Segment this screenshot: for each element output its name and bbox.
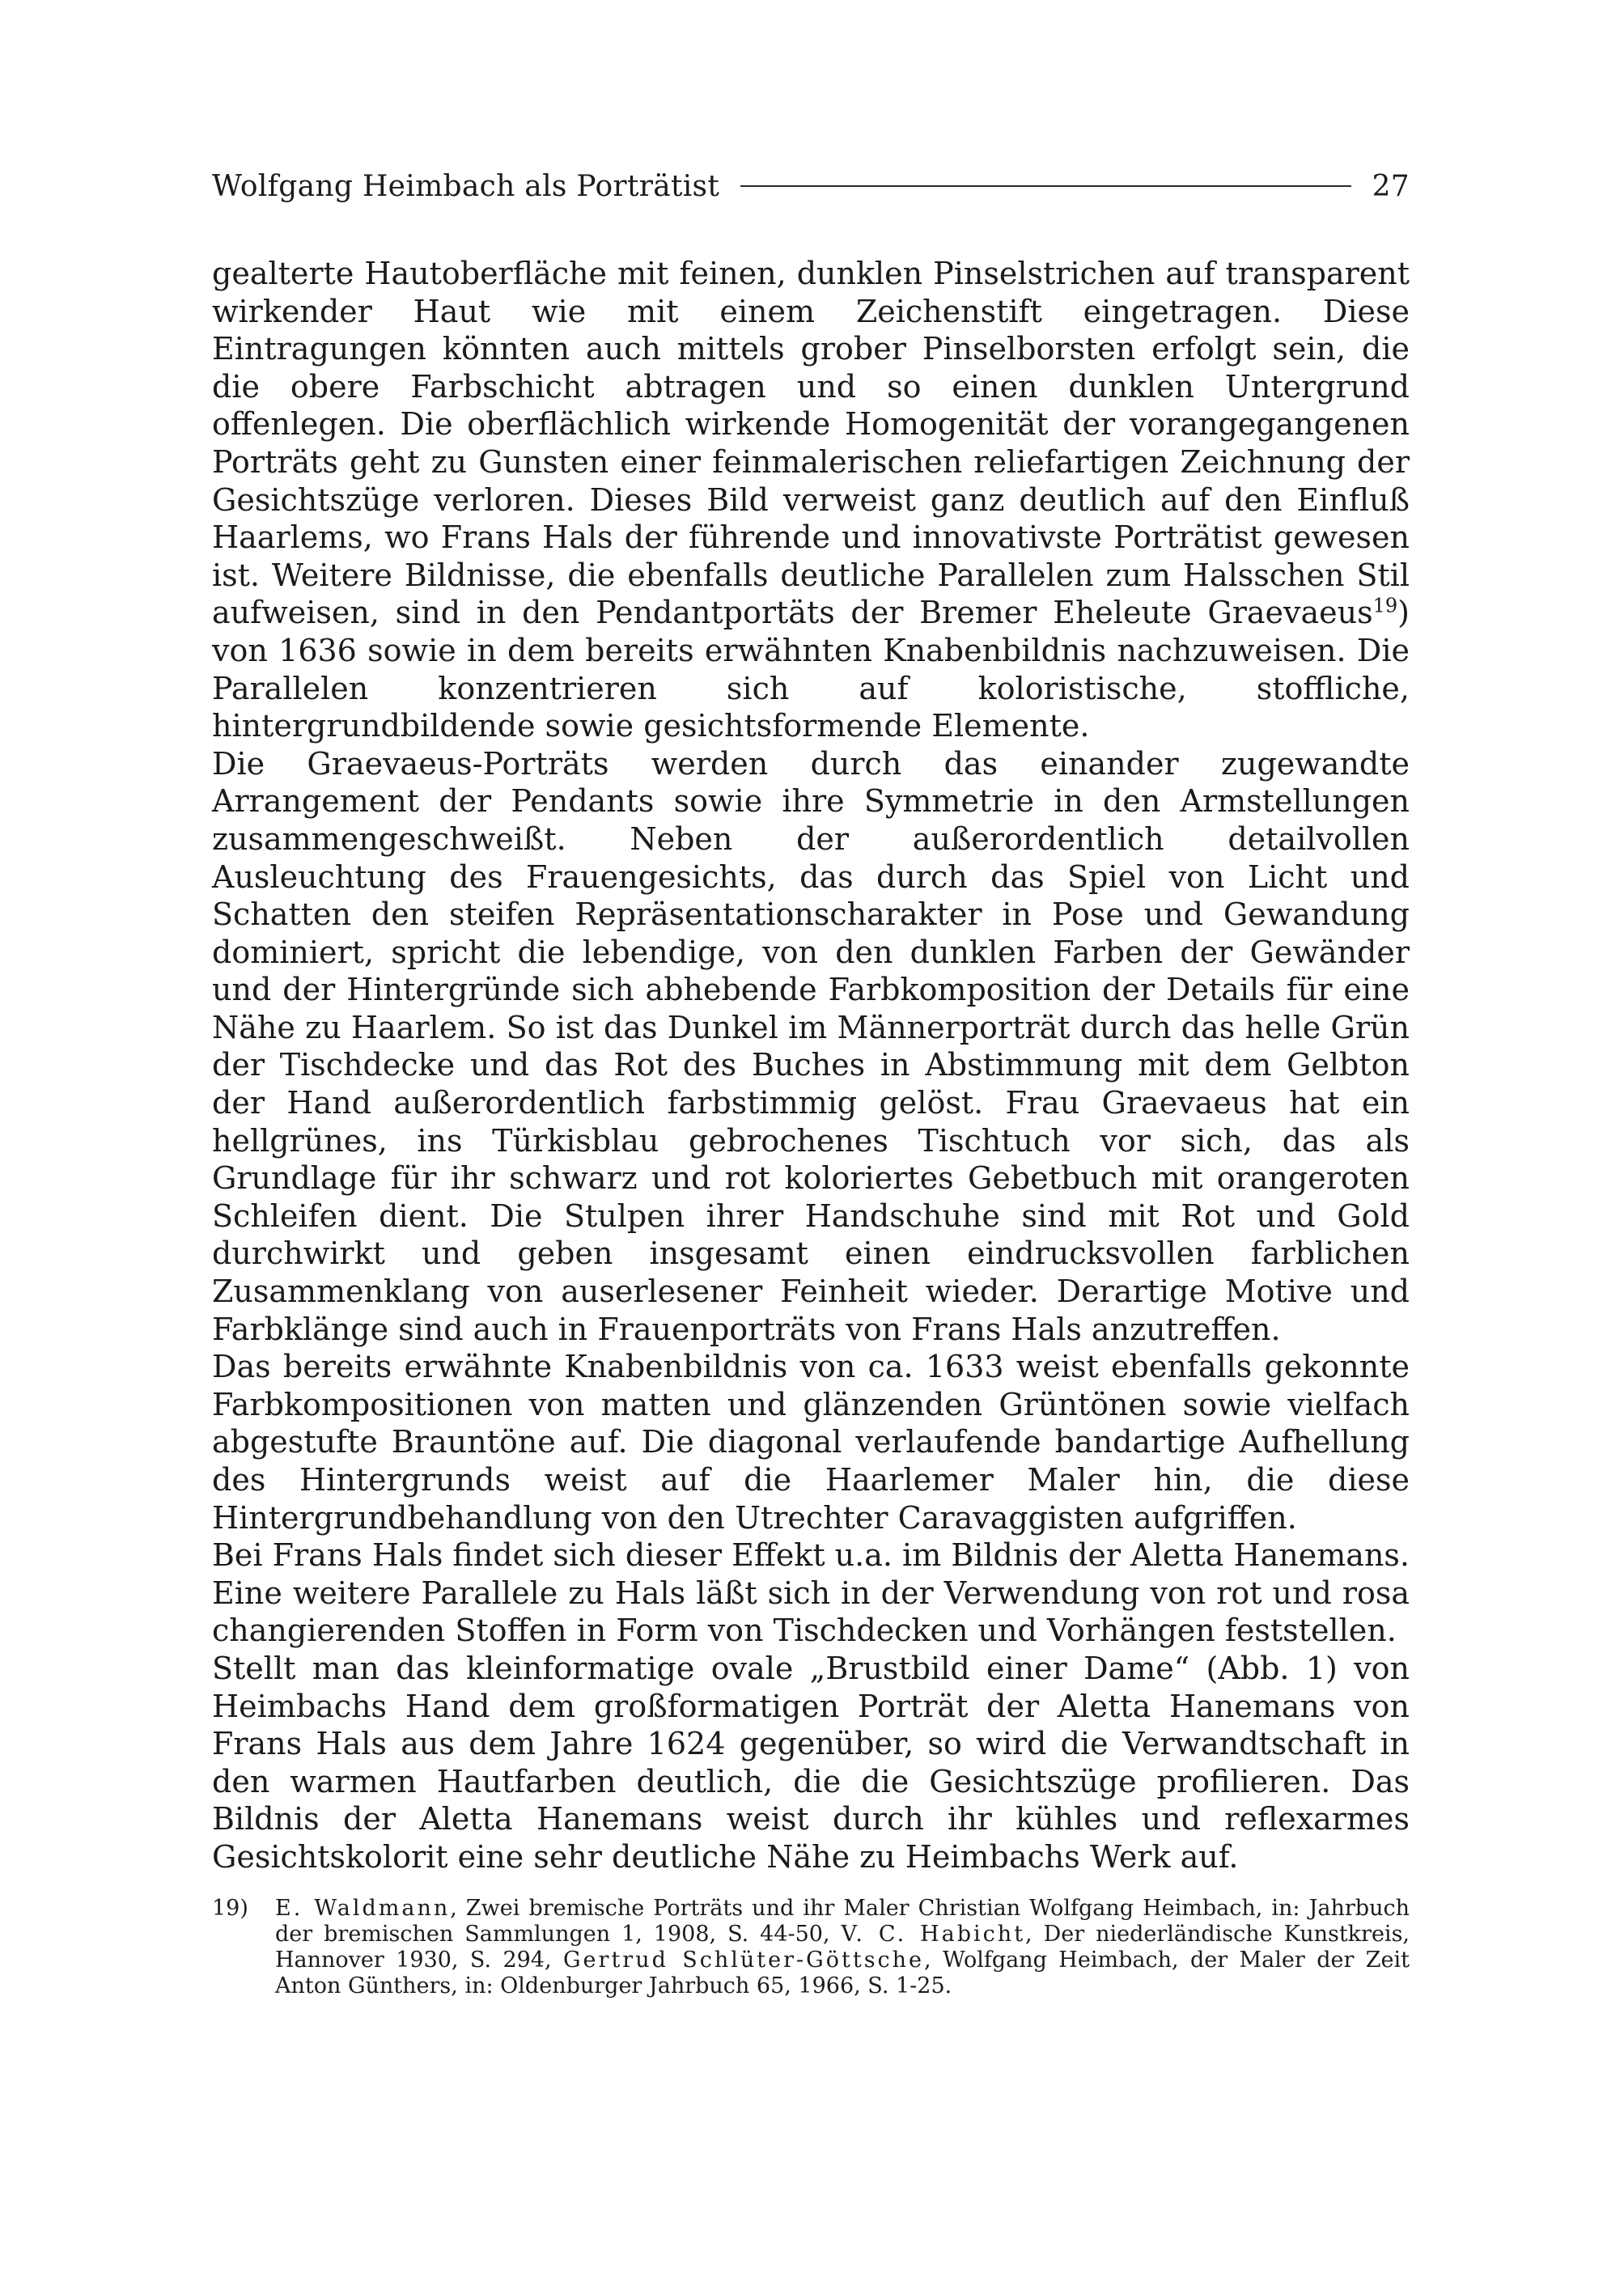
footnotes [212,1896,1410,1999]
footnote-reference[interactable]: 19 [1372,594,1398,617]
paragraph-text: gealterte Hautoberfläche mit feinen, dunklen Pinselstrichen auf transparent wirkender Haut wie mit einem Zeichenstift eingetragen. Diese Eintragungen könnten auch mittels grober Pinselborsten erfolgt sein, die die obere Farbschicht abtragen und so einen dunklen Untergrund offenlegen. Die oberflächlich wirkende Homogenität der vorangegangenen Porträts geht zu Gunsten einer feinmalerischen reliefartigen Zeichnung der Gesichtszüge verloren. Dieses Bild verweist ganz deutlich auf den Einfluß Haarlems, wo Frans Hals der führende und innovativste Porträtist gewesen ist. Weitere Bildnisse, die ebenfalls deutliche Parallelen zum Halsschen Stil aufweisen, sind in den Pendantportäts der Bremer Eheleute Graevaeus [212,256,1410,631]
book-page [212,158,1410,2229]
header-rule [740,185,1351,187]
paragraph: Bei Frans Hals findet sich dieser Effekt u.a. im Bildnis der Aletta Hanemans. Eine weitere Parallele zu Hals läßt sich in der Verwendung von rot und rosa changierenden Stoffen in Form von Tischdecken und Vorhängen feststellen. [212,1537,1410,1649]
running-title: Wolfgang Heimbach als Porträtist [212,169,720,203]
footnote [212,1896,1410,1999]
page-number: 27 [1372,169,1410,203]
running-header [212,158,1410,214]
footnote-citation: , Zwei bremische Porträts und ihr Maler Christian Wolfgang Heimbach, in: Jahrbuch der bremischen Sammlungen 1, 1908, S. 44-50, [275,1896,1410,1947]
footnote-citation: , Wolfgang Heimbach, der Maler der Zeit Anton Günthers, in: Oldenburger Jahrbuch 65, 1966, S. 1-25. [275,1948,1410,1998]
paragraph: Das bereits erwähnte Knabenbildnis von ca. 1633 weist ebenfalls gekonnte Farbkompositionen von matten und glänzenden Grüntönen sowie vielfach abgestufte Brauntöne auf. Die diagonal verlaufende bandartige Aufhellung des Hintergrunds weist auf die Haarlemer Maler hin, die diese Hintergrundbehandlung von den Utrechter Caravaggisten aufgriffen. [212,1349,1410,1536]
paragraph [212,255,1410,745]
footnote-author: Gertrud Schlüter-Göttsche [562,1948,925,1973]
paragraph-text: ) von 1636 sowie in dem bereits erwähnten Knabenbildnis nachzuweisen. Die Parallelen konzentrieren sich auf koloristische, stoffliche, hintergrundbildende sowie gesichtsformende Elemente. [212,595,1410,744]
footnote-author: E. Waldmann [275,1896,451,1921]
footnote-author: V. C. Habicht [841,1922,1026,1947]
paragraph: Stellt man das kleinformatige ovale „Brustbild einer Dame“ (Abb. 1) von Heimbachs Hand dem großformatigen Porträt der Aletta Hanemans von Frans Hals aus dem Jahre 1624 gegenüber, so wird die Verwandtschaft in den warmen Hautfarben deutlich, die die Gesichtszüge profilieren. Das Bildnis der Aletta Hanemans weist durch ihr kühles und reflexarmes Gesichtskolorit eine sehr deutliche Nähe zu Heimbachs Werk auf. [212,1650,1410,1875]
paragraph: Die Graevaeus-Porträts werden durch das einander zugewandte Arrangement der Pendants sowie ihre Symmetrie in den Armstellungen zusammengeschweißt. Neben der außerordentlich detailvollen Ausleuchtung des Frauengesichts, das durch das Spiel von Licht und Schatten den steifen Repräsentationscharakter in Pose und Gewandung dominiert, spricht die lebendige, von den dunklen Farben der Gewänder und der Hintergründe sich abhebende Farbkomposition der Details für eine Nähe zu Haarlem. So ist das Dunkel im Männerporträt durch das helle Grün der Tischdecke und das Rot des Buches in Abstimmung mit dem Gelbton der Hand außerordentlich farbstimmig gelöst. Frau Graevaeus hat ein hellgrünes, ins Türkisblau gebrochenes Tischtuch vor sich, das als Grundlage für ihr schwarz und rot koloriertes Gebetbuch mit orangeroten Schleifen dient. Die Stulpen ihrer Handschuhe sind mit Rot und Gold durchwirkt und geben insgesamt einen eindrucksvollen farblichen Zusammenklang von auserlesener Feinheit wieder. Derartige Motive und Farbklänge sind auch in Frauenporträts von Frans Hals anzutreffen. [212,745,1410,1347]
footnote-citation: , Der niederländische Kunstkreis, Hannover 1930, S. 294, [275,1922,1410,1973]
footnote-label: 19) [212,1896,248,1921]
footnote-text [275,1896,1410,1999]
body-text [212,255,1410,1876]
